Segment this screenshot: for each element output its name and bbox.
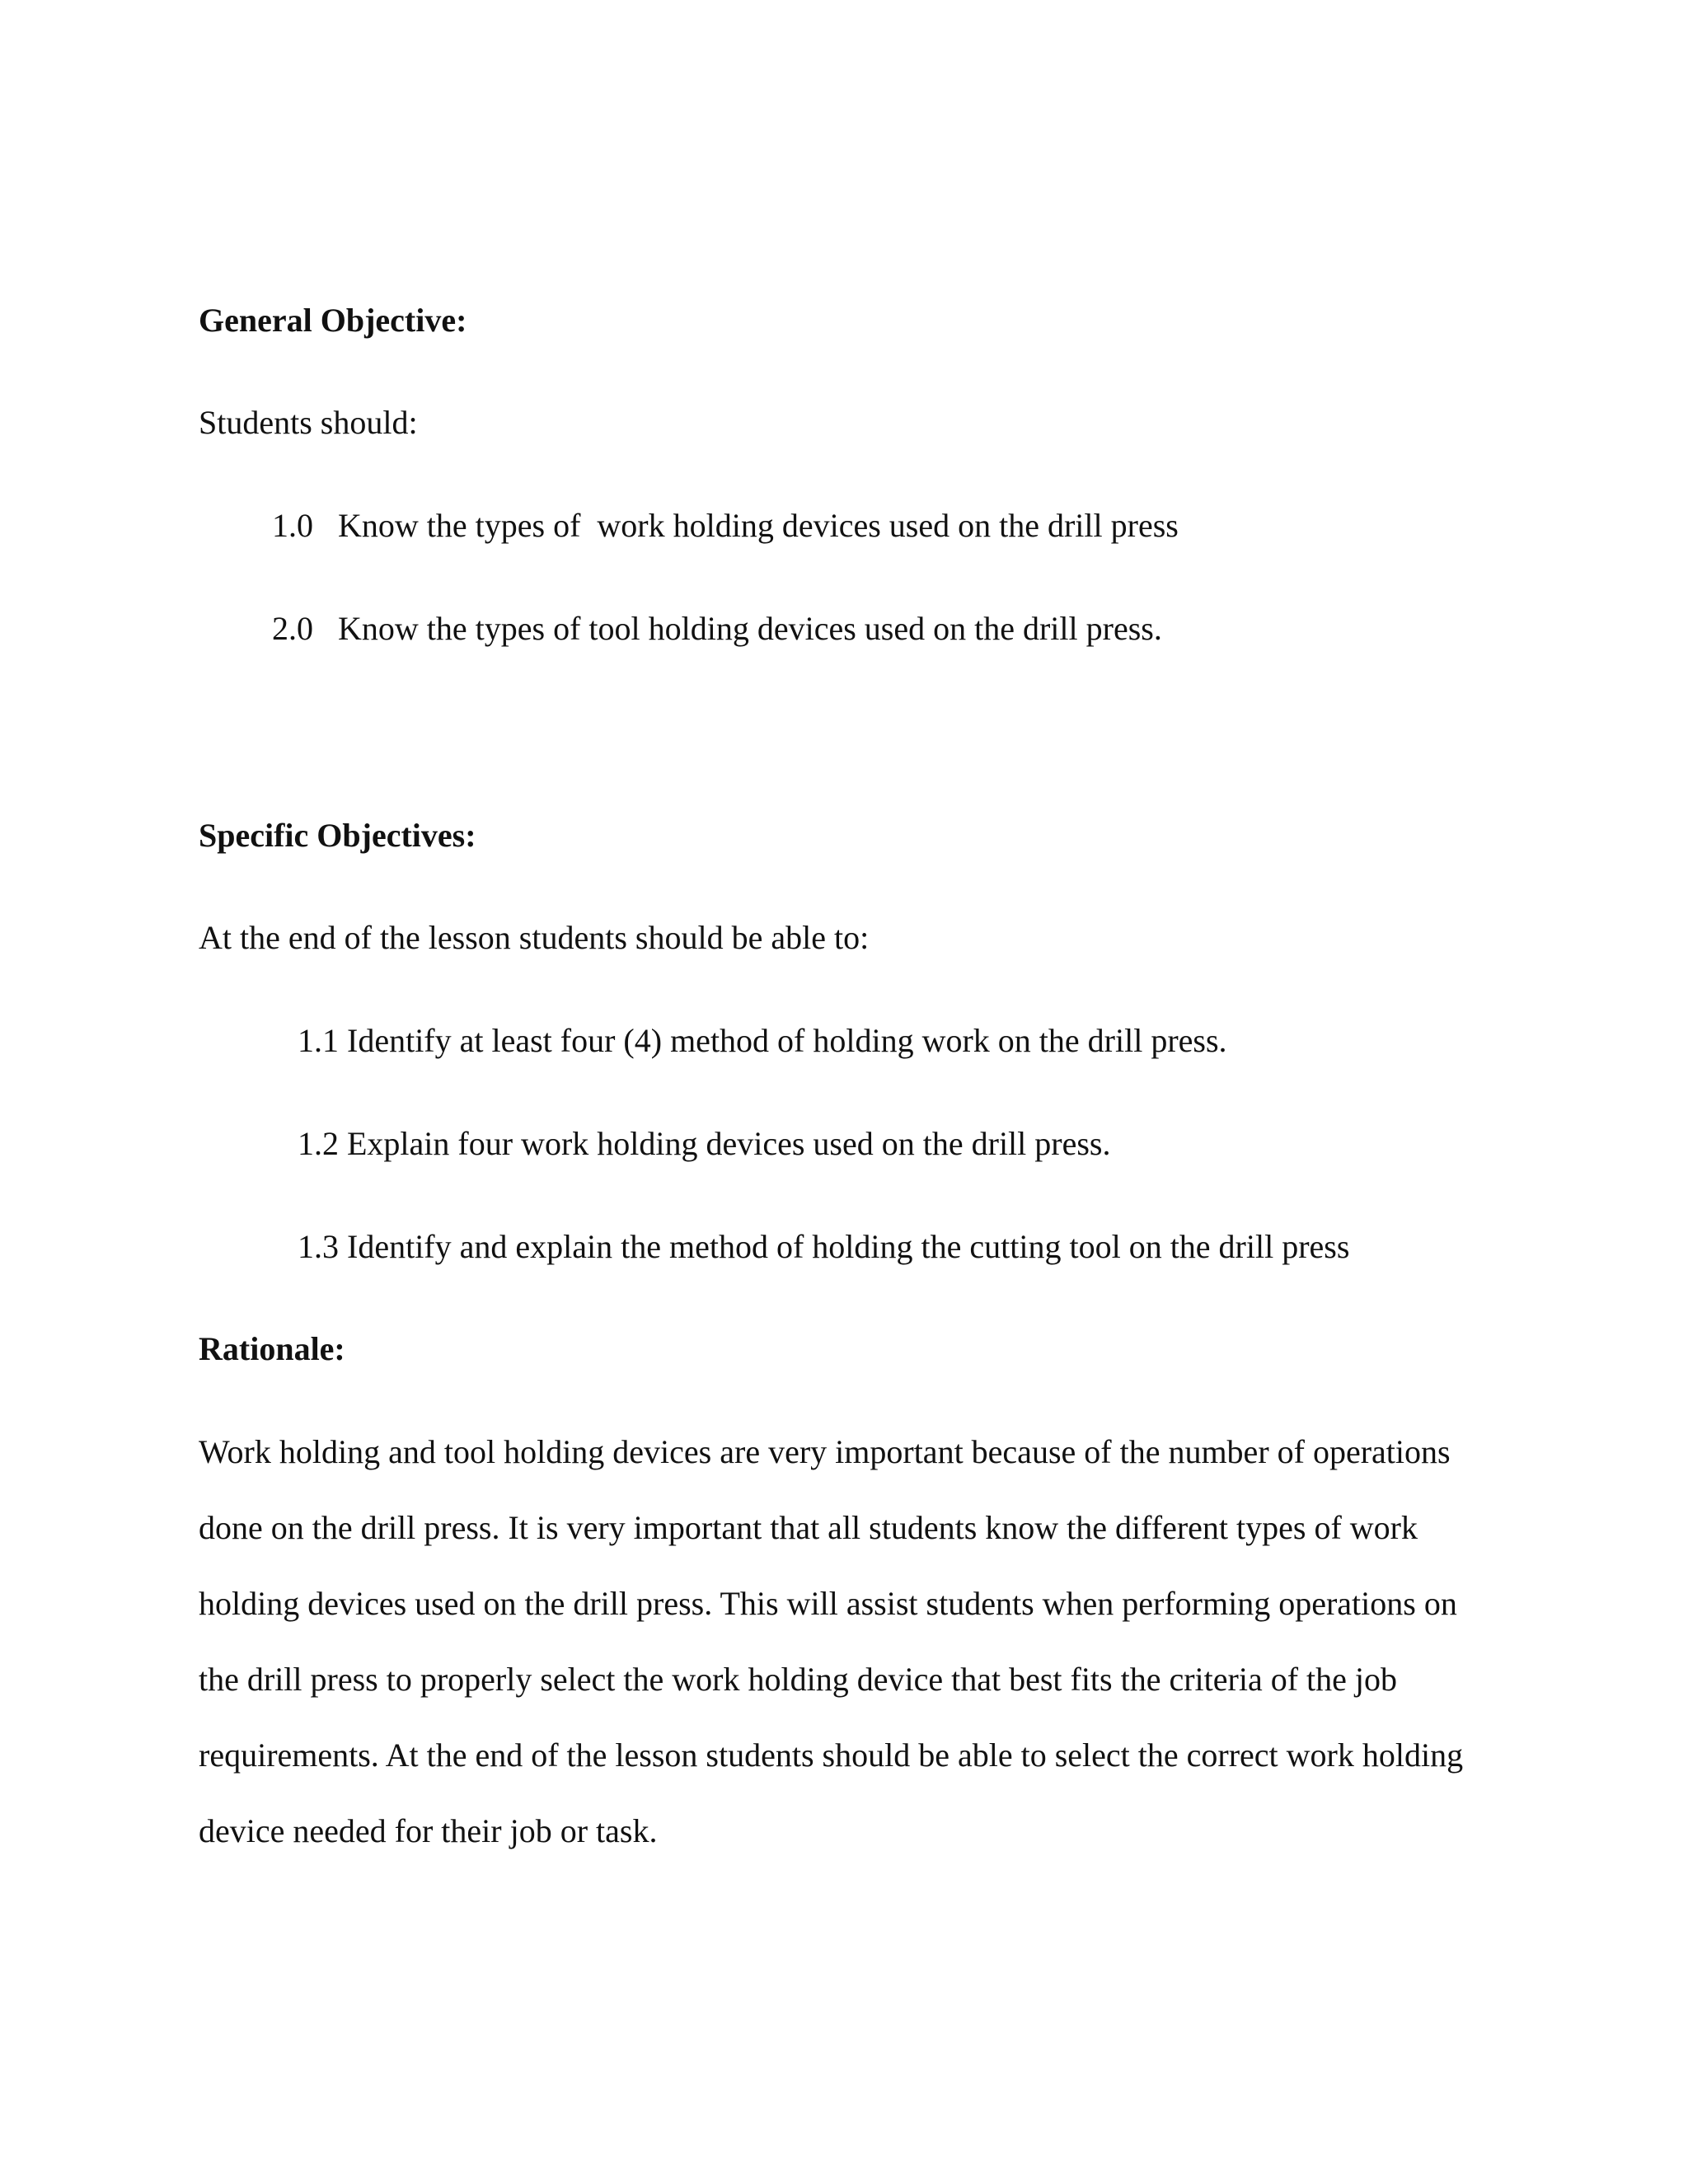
rationale-line: Work holding and tool holding devices are very important because of the number of operations <box>199 1433 1451 1470</box>
specific-objectives-heading: Specific Objectives: <box>199 817 476 854</box>
specific-objective-item: 1.2 Explain four work holding devices used on the drill press. <box>298 1125 1111 1162</box>
rationale-line: the drill press to properly select the work holding device that best fits the criteria of the job <box>199 1661 1398 1698</box>
general-objective-intro: Students should: <box>199 404 418 441</box>
specific-objectives-intro: At the end of the lesson students should be able to: <box>199 919 870 956</box>
general-objective-item-2-number: 2.0 <box>272 610 313 647</box>
general-objective-item-2-text: Know the types of tool holding devices used on the drill press. <box>338 610 1162 647</box>
specific-objective-item: 1.1 Identify at least four (4) method of holding work on the drill press. <box>298 1022 1227 1059</box>
rationale-line: device needed for their job or task. <box>199 1812 658 1849</box>
rationale-line: done on the drill press. It is very important that all students know the different types of work <box>199 1509 1418 1546</box>
general-objective-item-1-text: Know the types of work holding devices used on the drill press <box>338 507 1179 544</box>
rationale-heading: Rationale: <box>199 1330 345 1367</box>
general-objective-item-1-number: 1.0 <box>272 507 313 544</box>
general-objective-heading: General Objective: <box>199 302 467 339</box>
specific-objective-item: 1.3 Identify and explain the method of holding the cutting tool on the drill press <box>298 1228 1350 1265</box>
rationale-line: requirements. At the end of the lesson students should be able to select the correct work holding <box>199 1736 1464 1774</box>
rationale-line: holding devices used on the drill press. This will assist students when performing operations on <box>199 1585 1457 1622</box>
